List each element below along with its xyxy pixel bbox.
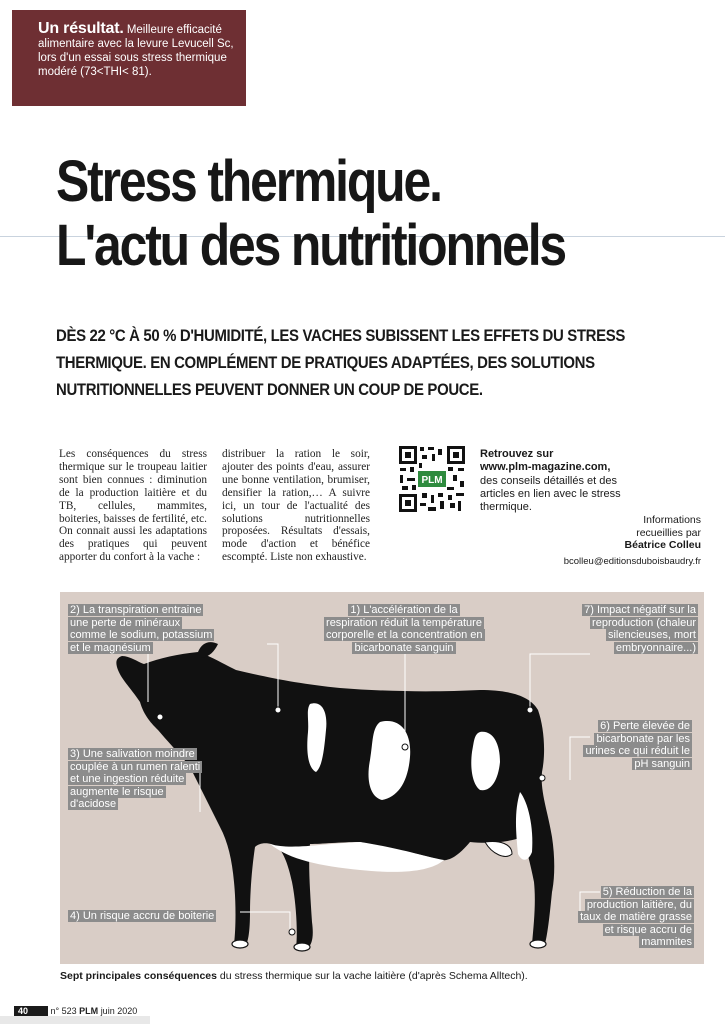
teaser-lead: Un résultat.	[38, 20, 124, 37]
callout-7: 7) Impact négatif sur la reproduction (chaleur silencieuses, mort embryonnaire...)	[584, 604, 696, 654]
credits-line-2: recueillies par	[636, 526, 701, 539]
caption-bold: Sept principales conséquences	[60, 970, 217, 982]
page-number: 40	[14, 1006, 48, 1016]
issue-number: n° 523	[50, 1006, 77, 1016]
issue-date: juin 2020	[100, 1006, 138, 1016]
footer-bar	[0, 1016, 150, 1024]
qr-code-icon[interactable]	[398, 445, 466, 513]
article-intro: DÈS 22 °C À 50 % D'HUMIDITÉ, LES VACHES SUBISSENT LES EFFETS DU STRESS THERMIQUE. EN COMPLÉMENT DE PRATIQUES ADAPTÉES, DES SOLUTIONS NUTRITIONNELLES PEUVENT DONNER UN COUP DE POUCE.	[56, 326, 626, 399]
qr-url[interactable]: www.plm-magazine.com,	[480, 461, 611, 474]
figure-caption	[60, 970, 528, 982]
author-email[interactable]: bcolleu@editionsduboisbaudry.fr	[563, 556, 701, 567]
callout-1: 1) L'accélération de la respiration réduit la température corporelle et la concentration en bicarbonate sanguin	[326, 604, 483, 654]
author-name: Béatrice Colleu	[624, 539, 701, 551]
footer-brand: PLM	[79, 1006, 99, 1016]
callout-2: 2) La transpiration entraine une perte de minéraux comme le sodium, potassium et le magnésium	[70, 604, 213, 654]
teaser-text: Meilleure efficacité alimentaire avec la levure Levucell Sc, lors d'un essai sous stress thermique modéré (73<THI< 81).	[38, 24, 234, 78]
body-column-1: Les conséquences du stress thermique sur le troupeau laitier sont bien connues : diminution de la production laitière et du TB, cellules, mammites, boiteries, baisses de fertilité, etc. On connait aussi les adaptations des pratiques qui peuvent apporter du confort à la vache :	[59, 448, 207, 564]
body-column-2: distribuer la ration le soir, ajouter des points d'eau, assurer une bonne ventilation, brumiser, densifier la ration,… A suivre ici, un tour de l'actualité des solutions nutritionnelles proposées. Résultats d'essais, mode d'action et bénéfice escompté. Liste non exhaustive.	[222, 448, 370, 564]
caption-rest: du stress thermique sur la vache laitière (d'après Schema Alltech).	[219, 970, 528, 982]
qr-text: des conseils détaillés et des articles en lien avec le stress thermique.	[480, 474, 621, 514]
callout-3: 3) Une salivation moindre couplée à un rumen ralenti et une ingestion réduite augmente le risque d'acidose	[70, 748, 201, 811]
article-title	[56, 150, 565, 278]
qr-promo	[480, 448, 630, 514]
callout-6: 6) Perte élevée de bicarbonate par les urines ce qui réduit le pH sanguin	[585, 720, 690, 770]
title-line-1: Stress thermique.	[56, 149, 441, 214]
qr-logo: PLM	[421, 475, 443, 486]
teaser-box	[12, 10, 246, 106]
callout-4: 4) Un risque accru de boiterie	[70, 910, 215, 922]
callout-5: 5) Réduction de la production laitière, du taux de matière grasse et risque accru de mammites	[580, 886, 692, 949]
credits-line-1: Informations	[643, 514, 701, 526]
qr-heading: Retrouvez sur	[480, 448, 554, 460]
author-credits	[625, 514, 701, 552]
title-line-2: L'actu des nutritionnels	[56, 213, 565, 278]
page-footer	[14, 1006, 137, 1016]
